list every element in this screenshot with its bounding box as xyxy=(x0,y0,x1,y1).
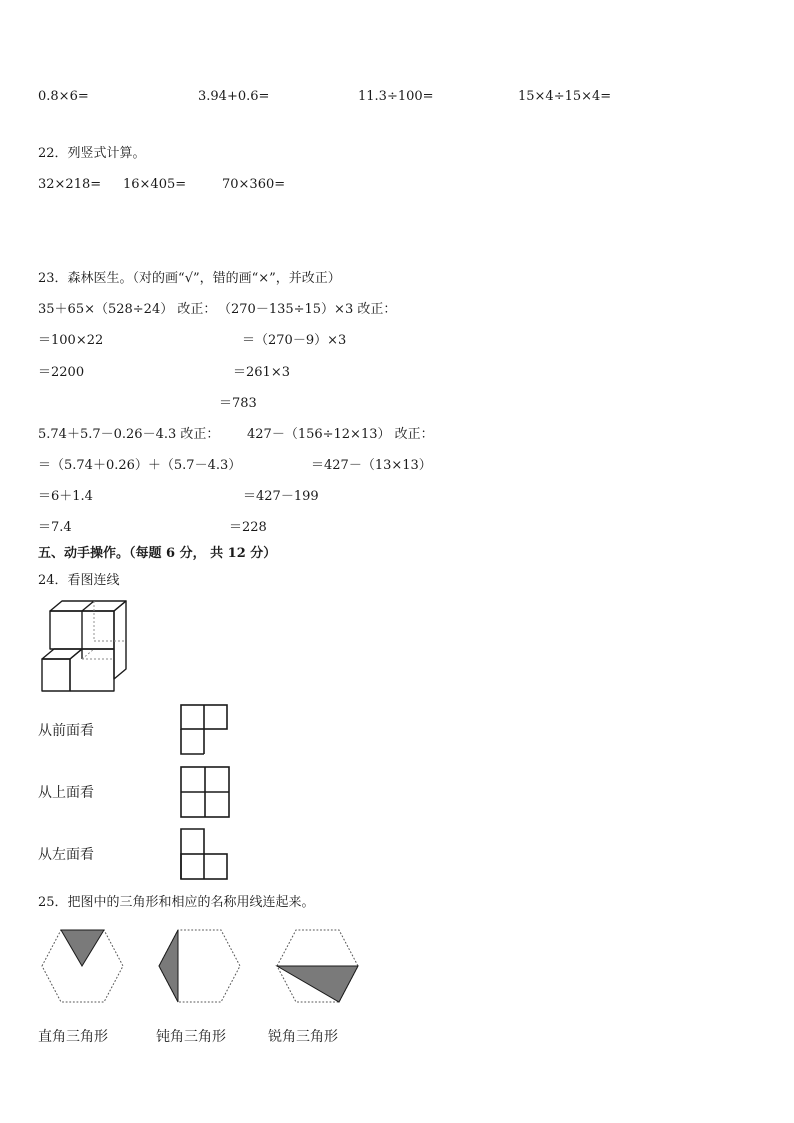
q23-right-b-line-1: 427－（156÷12×13） 改正： xyxy=(247,427,434,442)
top-view-grid xyxy=(180,766,232,820)
q23-left-a-line-2: ＝100×22 xyxy=(38,333,104,348)
q25-title: 25．把图中的三角形和相应的名称用线连起来。 xyxy=(38,895,315,910)
section-five-title: 五、动手操作。（每题 6 分， 共 12 分） xyxy=(38,546,277,561)
oral-item-2: 3.94+0.6= xyxy=(198,89,270,104)
q22-item-3: 70×360= xyxy=(222,177,286,192)
q23-right-a-line-1: （270－135÷15）×3 改正： xyxy=(218,302,397,317)
left-view-grid xyxy=(180,828,230,882)
q23-right-b-line-4: ＝228 xyxy=(229,520,267,535)
q22-title: 22．列竖式计算。 xyxy=(38,146,146,161)
hexagon-figure-1 xyxy=(40,928,126,1004)
q22-item-1: 32×218= xyxy=(38,177,102,192)
view-label-front: 从前面看 xyxy=(38,723,94,739)
triangle-name-acute: 锐角三角形 xyxy=(268,1029,338,1045)
view-label-left: 从左面看 xyxy=(38,847,94,863)
hexagon-figure-2 xyxy=(157,928,243,1004)
oral-item-4: 15×4÷15×4= xyxy=(518,89,612,104)
q24-title: 24．看图连线 xyxy=(38,573,120,588)
q23-left-b-line-1: 5.74＋5.7－0.26－4.3 改正： xyxy=(38,427,220,442)
oral-item-3: 11.3÷100= xyxy=(358,89,434,104)
oral-item-1: 0.8×6= xyxy=(38,89,89,104)
front-view-grid xyxy=(180,704,230,756)
q23-left-a-line-1: 35＋65×（528÷24） 改正： xyxy=(38,302,217,317)
view-label-top: 从上面看 xyxy=(38,785,94,801)
q23-left-b-line-2: ＝（5.74＋0.26）＋（5.7－4.3） xyxy=(38,458,242,473)
triangle-name-obtuse: 钝角三角形 xyxy=(156,1029,226,1045)
q23-right-b-line-2: ＝427－（13×13） xyxy=(311,458,432,473)
q23-right-b-line-3: ＝427－199 xyxy=(243,489,319,504)
q23-right-a-line-3: ＝261×3 xyxy=(233,365,290,380)
q23-left-b-line-4: ＝7.4 xyxy=(38,520,72,535)
q23-left-b-line-3: ＝6＋1.4 xyxy=(38,489,93,504)
triangle-name-right: 直角三角形 xyxy=(38,1029,108,1045)
cube-stack-figure xyxy=(38,597,132,695)
q22-item-2: 16×405= xyxy=(123,177,187,192)
q23-title: 23．森林医生。（对的画“√”，错的画“×”，并改正） xyxy=(38,271,341,286)
hexagon-figure-3 xyxy=(275,928,361,1004)
q23-right-a-line-4: ＝783 xyxy=(219,396,257,411)
q23-right-a-line-2: ＝（270－9）×3 xyxy=(242,333,347,348)
q23-left-a-line-3: ＝2200 xyxy=(38,365,85,380)
